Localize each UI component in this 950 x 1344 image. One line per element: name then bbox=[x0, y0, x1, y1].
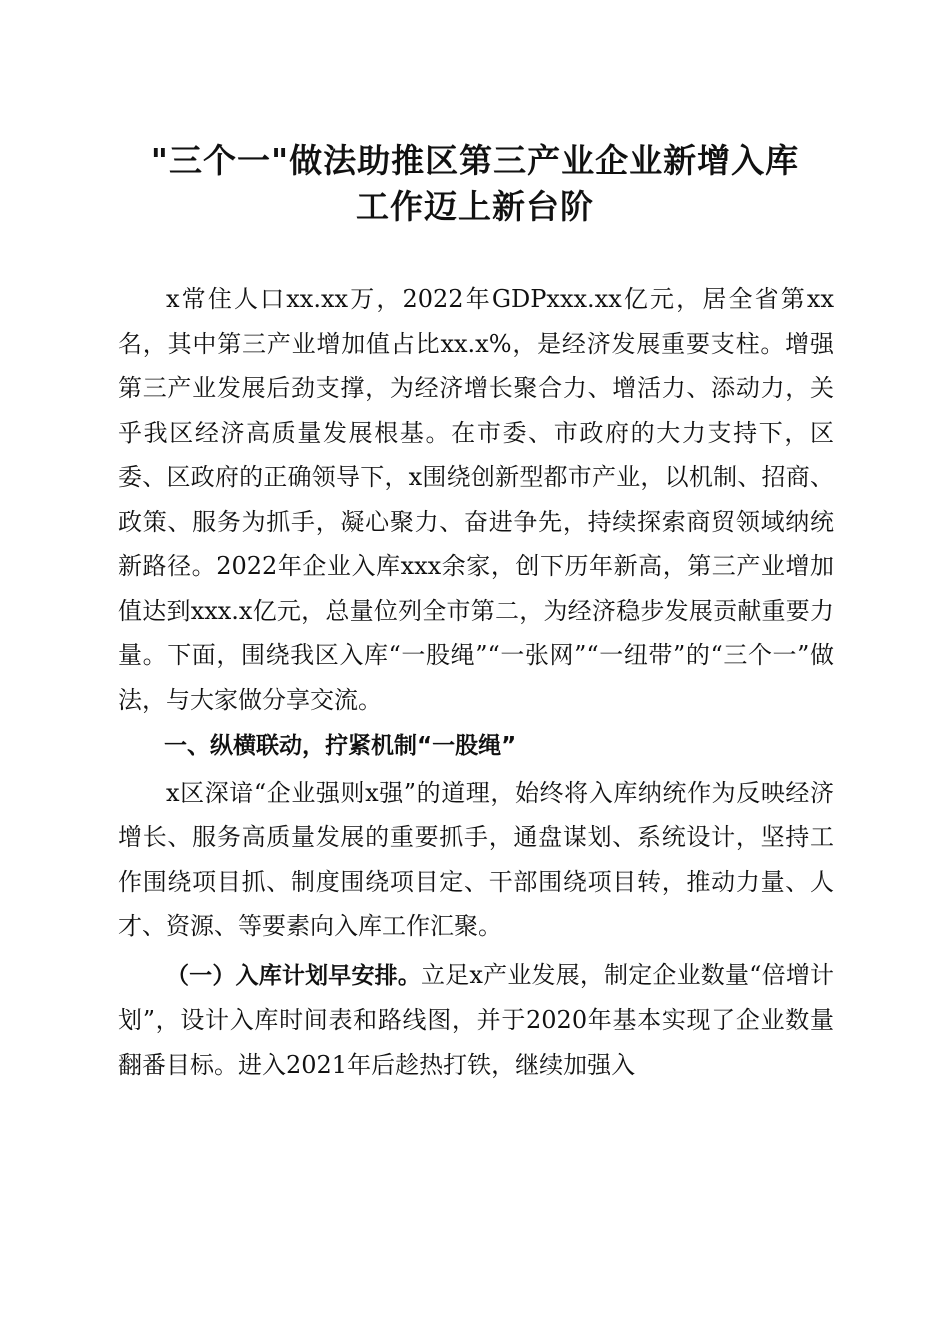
title-line-1: "三个一"做法助推区第三产业企业新增入库 bbox=[150, 141, 800, 180]
section-1-heading: 一、纵横联动，拧紧机制“一股绳” bbox=[164, 733, 517, 759]
document-body bbox=[118, 277, 834, 1087]
document-title bbox=[110, 138, 840, 230]
subsection-1-heading: （一）入库计划早安排。 bbox=[166, 962, 422, 989]
subsection-1-text: 立足x产业发展，制定企业数量“倍增计划”，设计入库时间表和路线图，并于2020年基本实现了企业数量翻番目标。进入2021年后趁热打铁，继续加强入 bbox=[118, 960, 834, 1079]
subsection-1-paragraph bbox=[118, 953, 834, 1088]
section-1-paragraph: x区深谙“企业强则x强”的道理，始终将入库纳统作为反映经济增长、服务高质量发展的重要抓手，通盘谋划、系统设计，坚持工作围绕项目抓、制度围绕项目定、干部围绕项目转，推动力量、人才、资源、等要素向入库工作汇聚。 bbox=[118, 778, 834, 940]
intro-paragraph: x常住人口xx.xx万，2022年GDPxxx.xx亿元，居全省第xx名，其中第三产业增加值占比xx.x%，是经济发展重要支柱。增强第三产业发展后劲支撑，为经济增长聚合力、增活力、添动力，关乎我区经济高质量发展根基。在市委、市政府的大力支持下，区委、区政府的正确领导下，x围绕创新型都市产业，以机制、招商、政策、服务为抓手，凝心聚力、奋进争先，持续探索商贸领域纳统新路径。2022年企业入库xxx余家，创下历年新高，第三产业增加值达到xxx.x亿元，总量位列全市第二，为经济稳步发展贡献重要力量。下面，围绕我区入库“一股绳”“一张网”“一纽带”的“三个一”做法，与大家做分享交流。 bbox=[118, 285, 834, 714]
title-line-2: 工作迈上新台阶 bbox=[356, 187, 594, 226]
